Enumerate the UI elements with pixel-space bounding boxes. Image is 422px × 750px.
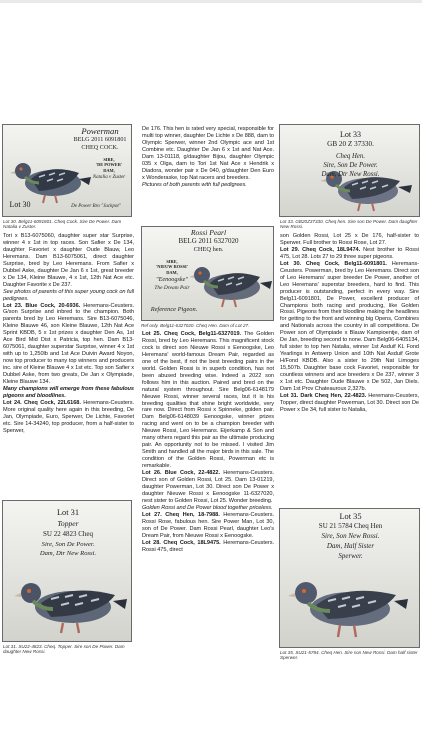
photo-sire: Sire, Son De Power. xyxy=(41,541,95,548)
photo-ring-number: BELG 2011 6327020 xyxy=(178,237,239,245)
photo-sire: Sire, Son De Power. xyxy=(323,162,378,169)
paragraph: Lot 29. Cheq Cock, 18L9474. Nest brother to Rossi 475, Lot 28. Lots 27 to 29 three super pigeons. xyxy=(280,246,419,260)
photo-sire: 'NIEUW ROSSI' xyxy=(155,264,188,269)
photo-type: CHEQ COCK. xyxy=(81,144,119,151)
photo-dam: "Eenoogske" xyxy=(156,276,188,283)
text-column-middle xyxy=(142,331,274,554)
photo-dam-label: DAM, xyxy=(103,168,115,173)
text-column-right xyxy=(280,233,419,414)
paragraph: Lot 30. Cheq Cock, Belg11-6091801. Heremans-Ceusters. Powerman, bred by Leo Heremans. Direct son of Leo Heremans' super breeder De Power, another of Leo Heremans' superstar breeders, hard to find. This producer is outstanding, perfect in every way. Sire Belg11-6091801, De Power, excellent producer of Champions both racing and producing, like Golden Rossi. Pigeons from their bloodline making the headlines for getting to the front and winning big Opens, Combines and Nationals across the country in all competitions. De Power son of Olympiade x Blauw Kampioentje, dam of De Jan, breeding second to none. Dam Belg06-6405134, full sister to top hen Natalia, winner 1st Asduif KL Fond Yearlings in Antwerp Union and 10th Nat Asduif Grote H/Fond KBDB. Also a sister to 29th Nat Limoges 15,507b. Daughter base cock Favoriet, responsible for countless winners and ace breeders x De 237, winner 3 x 1st etc. Daughter Oude Blauwe x De 502, Jan Diels. Dam 1st Prov Chateauroux 2,327b. xyxy=(280,260,419,392)
photo-subline: De Power Bro "Jackpot" xyxy=(71,204,121,209)
pigeon-image xyxy=(286,567,408,639)
photo-caption: Lot 33. GB20Z37330. Cheq hen. Sire son De Power. Dam daughter New Rossi. xyxy=(280,219,418,230)
pigeon-image xyxy=(11,569,127,635)
paragraph: Lot 25. Cheq Cock, Belg11-6327019. The Golden Rossi, bred by Leo Heremans. This magnificent stock cock is direct son Nieuwe Rossi x Eenoogske, Leo Heremans' world-famous Dream Pair, regarded as one of the best, if not the best breeding pairs in the world. Golden Rossi is in superb condition, has not been abused breeding wise. Indeed a 2022 son follows him in this auction. Paired and bred on the natural system throughout. Sire Belg06-6148179 Nieuwe Rossi, winner several races, but it is his breeding qualities that shine bright worldwide, very rare now. Direct from Rossi x Spinneke, golden pair. Dam Belg06-6148039 Eenoogske, winner prizes racing and went on to be a champion breeder with Nieuwe Rossi, Leo Heremans. Eijerkamp & Son and many others regard this pair as the ultimate producing pair. An opportunity not to be missed. I visited Jim Smith and handled all the major birds in this sale. The condition of the Golden Rossi, Powerman etc is remarkable. xyxy=(142,331,275,470)
paragraph: De 176. This hen is rated very special, responsible for multi top winner, daughter De Lichte x De 888, dam to Olympic Sperwer, winner 2nd Olympic ace and 1st Combine etc. Daughter De Jan 6 x 1st and Nat Ace. Dam 13-01118, g/daughter Bijou, daughter Olympic 035 x Olga, dam to Tori 1st Nat Ace x Hendrik x Diadora, wonder pair x De 040, g/daughter Den Euro x Wonderaske, top Nat racers and breeders. xyxy=(142,126,274,181)
photo-subline: The Dream Pair xyxy=(154,285,190,291)
photo-type: CHEQ hen. xyxy=(193,246,224,253)
photo-ring-number: SU 21 5784 Cheq Hen xyxy=(318,522,383,530)
photo-title: Rossi Pearl xyxy=(190,228,227,237)
photo-lot: Lot 35 xyxy=(339,512,362,521)
paragraph: Lot 28. Cheq Cock, 18L9475. Heremans-Ceusters. Rossi 475, direct xyxy=(142,539,274,553)
photo-sire-label: SIRE, xyxy=(103,157,115,162)
paragraph: Lot 23. Blue Cock, 20-6936. Heremans-Ceusters. G/son Surprise and inbred to the champion. Both parents bred by Leo Heremans. Sire B13-6075046, Kleine Blauwe 46, son Kleine Blauwe, 12th Nat Ace Sprint KBDB, 5 x 1st prizes x daughter Den As, 1st Ace Bird Mid Dist x Patricia, top hen. Dam B13-6075061, daughter superstar Surprise, winner 4 x 1st with up to 1,250lb and 1st Ace Duivin Award Noyon, now top producer to many top winners and producers inc. sire of Kleine Blauwe 4 x 1st etc. Top son Safier x Dubbel Aske, from two greats, De Jan x Olympiade, Kleine Blauwe 134. xyxy=(3,302,134,386)
photo-lot: Lot 30 xyxy=(9,200,31,209)
photo-dam: Natalia v Zuster xyxy=(92,175,126,180)
photo-powerman xyxy=(2,124,132,217)
photo-caption: Lot 31. SU22-4823. Cheq. Topper. Sire son De Power. Dam daughter New Rossi. xyxy=(3,644,125,655)
photo-ring-number: BELG 2011 6091801 xyxy=(73,136,127,143)
photo-ring-number: GB 20 Z 37330. xyxy=(327,140,374,148)
photo-type: Cheq Hen. xyxy=(335,153,366,160)
paragraph: Lot 24. Cheq Cock, 22L6168. Heremans-Ceusters. More original quality here again in this breeding, De Jan, Olympiade, Euro, Sperwer, De Lichte, Favoriet etc. Sire 14-34240, top producer, from a half-sister to Sperwer, xyxy=(3,399,134,434)
paragraph: son Golden Rossi, Lot 25 x De 176, half-sister to Sperwer. Full brother to Rossi Rose, Lot 27. xyxy=(280,233,419,246)
photo-pigeon-name: Topper xyxy=(57,519,79,528)
photo-dam-label: DAM, xyxy=(166,270,178,275)
photo-dam: Dam, Dtr New Rossi. xyxy=(39,550,97,557)
photo-reference: Reference Pigeon. xyxy=(150,306,198,313)
photo-caption: Lot 30. Belg11-6091801. Cheq Cock. Sire De Power. Dam Natalia v Zuster. xyxy=(3,219,122,230)
page-top-strip xyxy=(0,0,422,3)
paragraph: Lot 31. Dark Cheq Hen, 22-4823. Heremans-Ceusters, Topper, direct daughter Powerman, Lot 30. Direct son De Power x De 34, full sister to Natalia, xyxy=(280,392,419,413)
paragraph: Tori x B13-6075060, daughter super star Surprise, winner 4 x 1st in top races. Son Safier x De 134, daughter Favoriet x daughter Oude Blauw, Leo Heremans. Dam B13-6075061, direct daughter Surprise, bred by Leo Heremans. From Safier x Dubbel Aske, daughter De Jan 6 x 1st, great breeder x De 134, Kleine Blauwe, 4 x 1st, 12th Nat Ace etc. Daughter Favorite x De 237. xyxy=(3,233,134,288)
photo-lot: Lot 33 xyxy=(339,130,362,139)
photo-dam: Dam, Dtr New Rossi. xyxy=(321,171,380,178)
photo-dam-line: Sperwer. xyxy=(338,552,363,560)
text-column-left xyxy=(3,233,134,435)
photo-sire: 'DE POWER' xyxy=(95,162,123,167)
paragraph-italic: Golden Rossi and De Power blood together priceless. xyxy=(142,504,273,511)
photo-caption: Ref only. Belg11-6327020. Cheq Hen. Dam of Lot 27. xyxy=(141,323,250,328)
photo-lot-35 xyxy=(279,508,420,648)
photo-dam: Dam, Half Sister xyxy=(326,542,375,550)
paragraph-highlight: Many champions will emerge from these fabulous pigeons and bloodlines. xyxy=(3,385,134,399)
photo-caption: Lot 35. SU21-5784. Cheq Hen. Sire son New Rossi. Dam half sister Sperwer. xyxy=(280,650,418,661)
paragraph-italic: See photos of parents of this super young cock on full pedigrees. xyxy=(3,288,134,302)
photo-lot-33 xyxy=(279,124,420,217)
pigeon-image xyxy=(9,153,91,205)
photo-lot: Lot 31 xyxy=(56,508,80,517)
photo-sire-label: SIRE, xyxy=(166,259,178,264)
photo-rossi-pearl xyxy=(141,226,274,321)
photo-sire: Sire, Son New Rossi. xyxy=(321,532,380,540)
text-column-middle-top xyxy=(142,126,274,189)
photo-lot-31 xyxy=(2,500,132,642)
pigeon-image xyxy=(188,255,272,309)
photo-title: Powerman xyxy=(81,126,119,136)
paragraph-italic: Pictures of both parents with full pedigrees. xyxy=(142,181,247,188)
paragraph: Lot 26. Blue Cock, 22-4822. Heremans-Ceusters. Direct son of Golden Rossi, Lot 25. Dam 13-01219, daughter Powerman, Lot 30. Direct son De Power x daughter Nieuwe Rossi x Eenoogske 11-6327020, nest sister to Golden Rossi, Lot 25. Wonder breeding. xyxy=(142,470,274,504)
paragraph: Lot 27. Cheq Hen, 18-7988. Heremans-Ceusters. Rossi Rose, fabulous hen. Sire Power Man, Lot 30, son of De Power. Dam Rossi Pearl, daughter Leo's Dream Pair, from Nieuwe Rossi x Eenoogske. xyxy=(142,511,274,539)
photo-ring-number: SU 22 4823 Cheq xyxy=(43,530,93,538)
